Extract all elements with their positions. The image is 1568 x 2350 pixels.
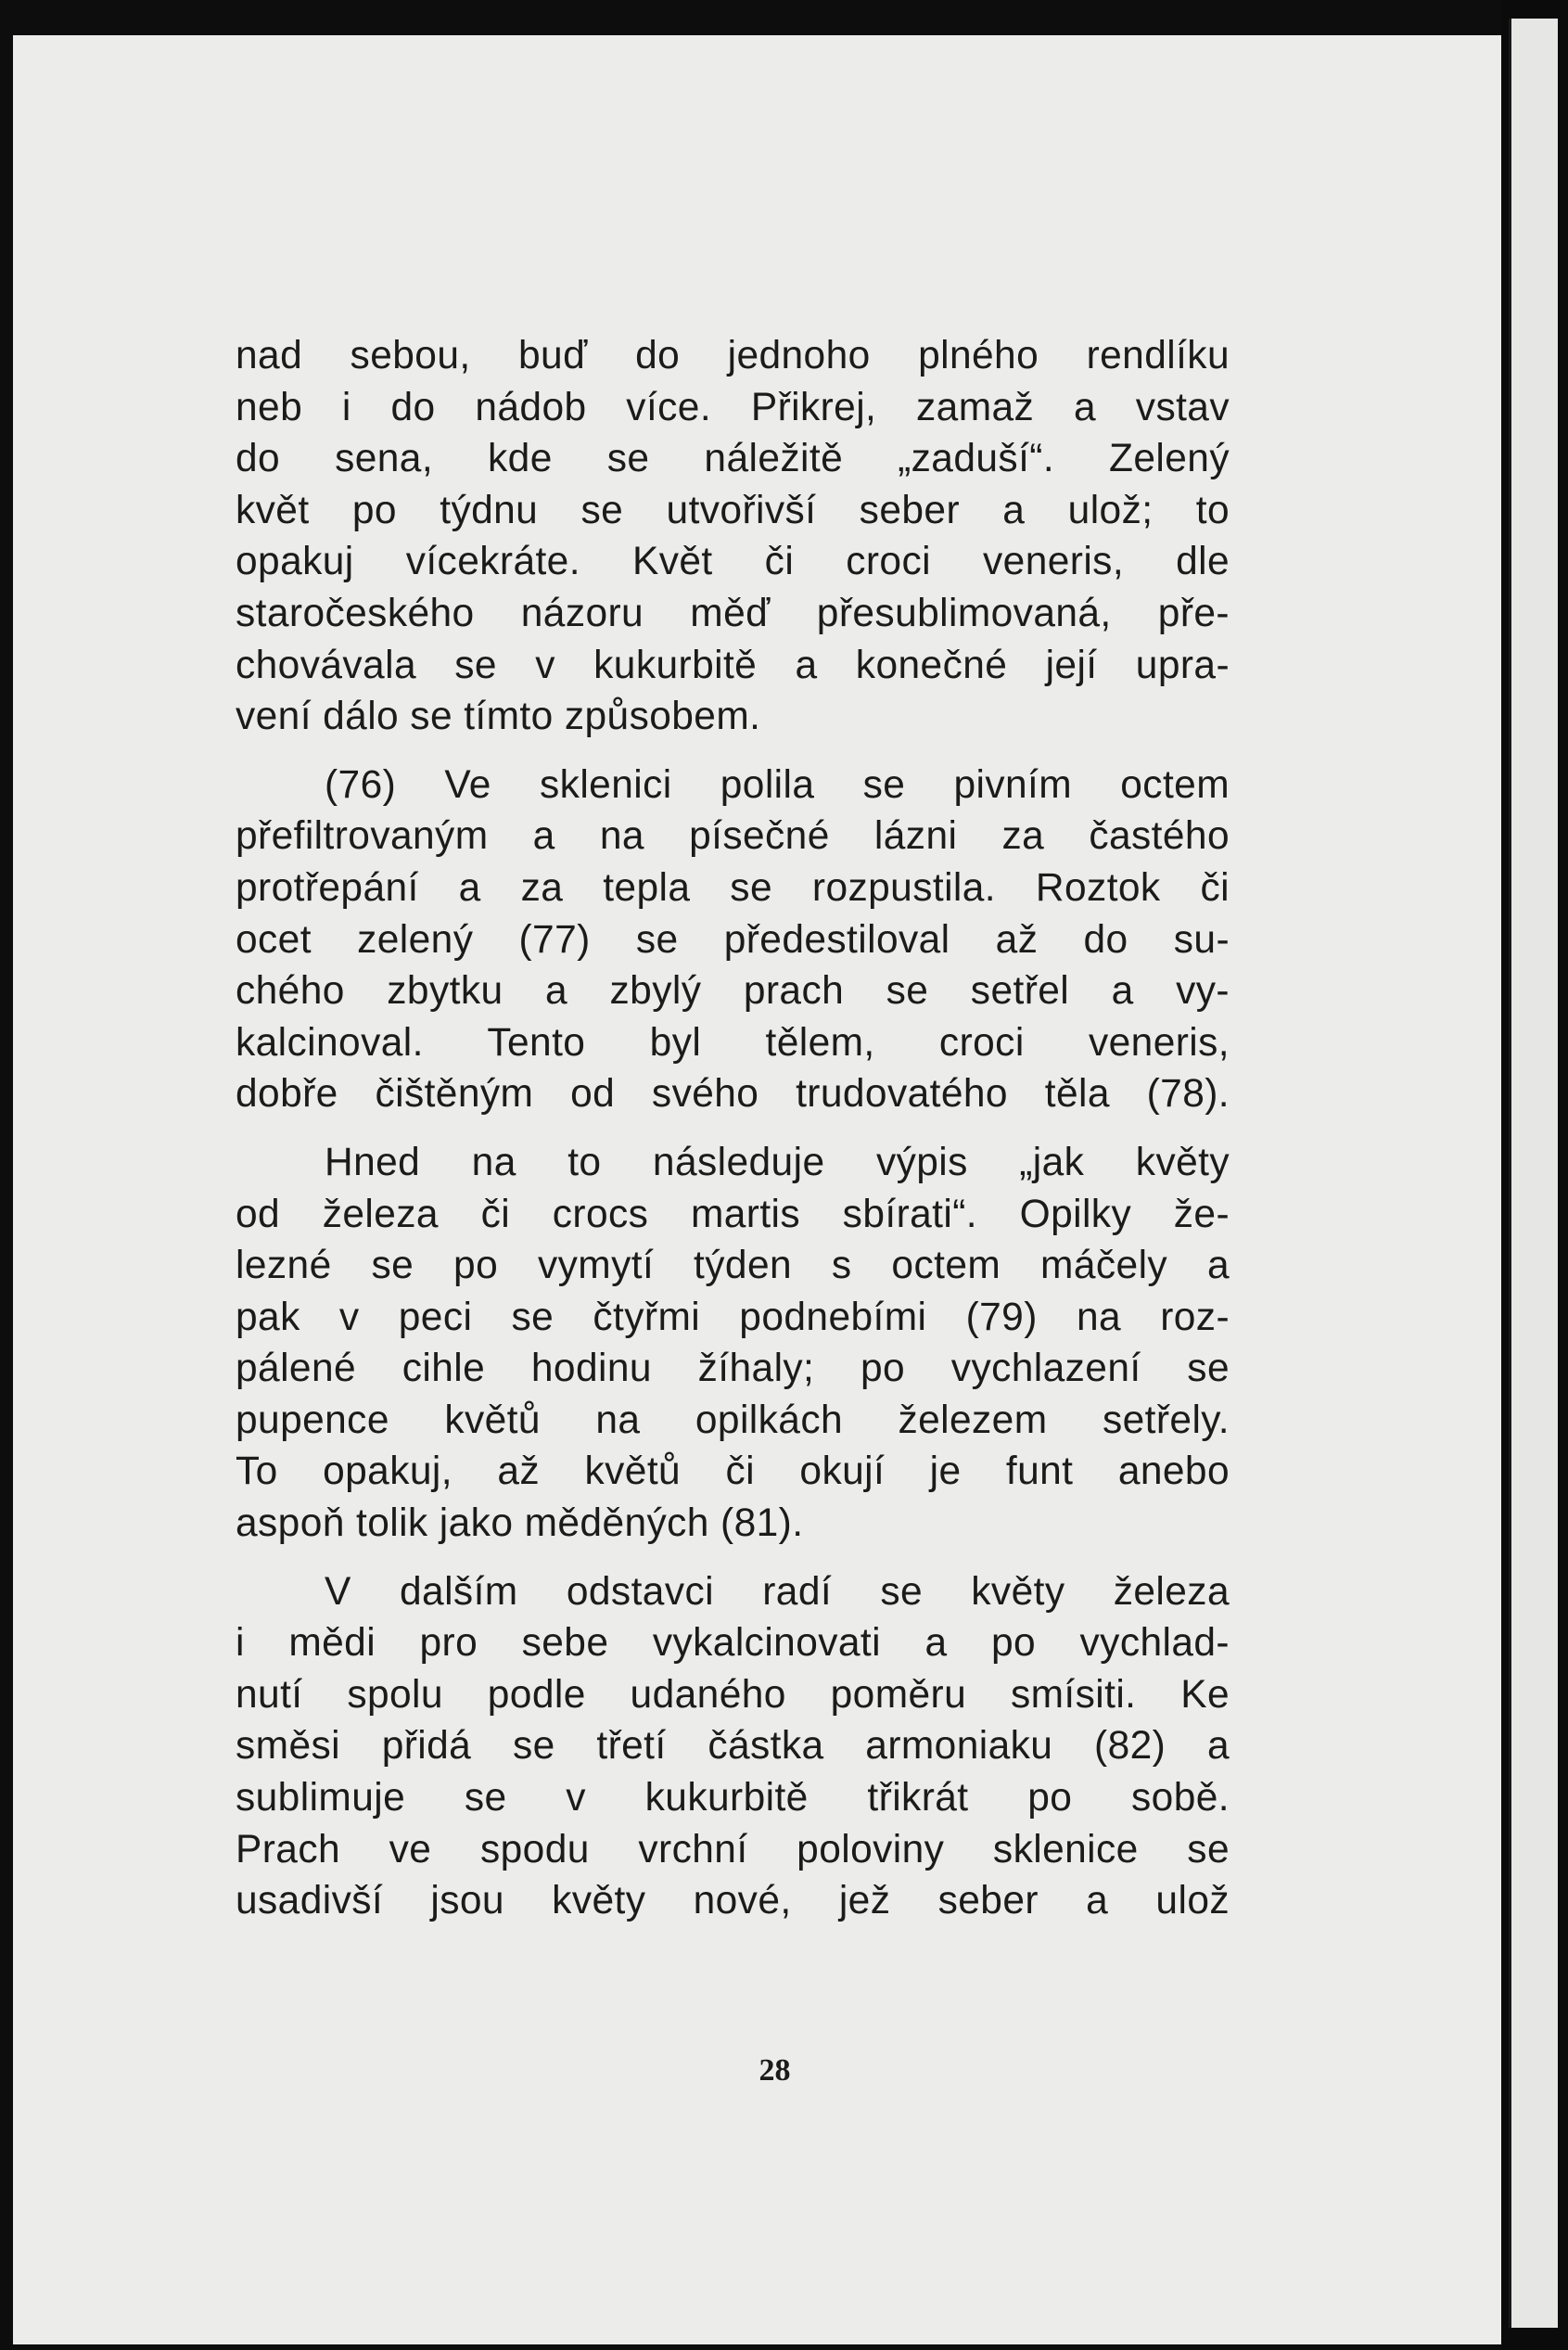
text-line: neb i do nádob více. Přikrej, zamaž a vstav: [236, 385, 1230, 429]
text-line: kalcinoval. Tento byl tělem, croci veneris,: [236, 1020, 1230, 1065]
next-page-edge: [1501, 0, 1568, 2350]
text-line: nad sebou, buď do jednoho plného rendlíku: [236, 334, 1230, 377]
text-line: květ po týdnu se utvořivší seber a ulož; to: [236, 488, 1230, 532]
text-line: lezné se po vymytí týden s octem máčely a: [236, 1244, 1230, 1288]
text-line: chého zbytku a zbylý prach se setřel a vy-: [236, 969, 1230, 1014]
text-line: přefiltrovaným a na písečné lázni za častého: [236, 814, 1230, 859]
text-line: pak v peci se čtyřmi podnebími (79) na roz-: [236, 1295, 1230, 1339]
paragraph-3: [236, 1137, 1230, 1550]
text-line: protřepání a za tepla se rozpustila. Roztok či: [236, 865, 1230, 910]
text-line: směsi přidá se třetí částka armoniaku (82) a: [236, 1724, 1230, 1769]
text-line: od železa či crocs martis sbírati“. Opilky že-: [236, 1192, 1230, 1236]
text-line: nutí spolu podle udaného poměru smísiti. Ke: [236, 1672, 1230, 1717]
text-line: i mědi pro sebe vykalcinovati a po vychlad-: [236, 1621, 1230, 1666]
body-text: [236, 330, 1230, 1944]
text-line: opakuj vícekráte. Květ či croci veneris, dle: [236, 540, 1230, 584]
text-line: To opakuj, až květů či okují je funt anebo: [236, 1450, 1230, 1494]
text-line: chovávala se v kukurbitě a konečné její upra-: [236, 643, 1230, 687]
text-line: (76) Ve sklenici polila se pivním octem: [325, 762, 1230, 807]
paragraph-1: [236, 330, 1230, 743]
paragraph-2: [236, 760, 1230, 1120]
text-line: dobře čištěným od svého trudovatého těla (78).: [236, 1072, 1230, 1117]
text-line: aspoň tolik jako měděných (81).: [236, 1501, 804, 1546]
text-line: pupence květů na opilkách železem setřely.: [236, 1398, 1230, 1442]
text-line: pálené cihle hodinu žíhaly; po vychlazení se: [236, 1347, 1230, 1391]
text-line: do sena, kde se náležitě „zaduší“. Zelený: [236, 437, 1230, 481]
text-line: V dalším odstavci radí se květy železa: [325, 1569, 1230, 1614]
text-line: ocet zelený (77) se předestiloval až do su-: [236, 917, 1230, 962]
book-page: [13, 35, 1501, 2344]
text-line: Prach ve spodu vrchní poloviny sklenice se: [236, 1827, 1230, 1871]
text-line: usadivší jsou květy nové, jež seber a ulož: [236, 1879, 1230, 1923]
text-line: staročeského názoru měď přesublimovaná, pře-: [236, 591, 1230, 635]
page-number: 28: [759, 2053, 791, 2088]
text-line: Hned na to následuje výpis „jak květy: [325, 1140, 1230, 1184]
paragraph-4: [236, 1566, 1230, 1927]
text-line: sublimuje se v kukurbitě třikrát po sobě.: [236, 1776, 1230, 1820]
text-line: vení dálo se tímto způsobem.: [236, 695, 761, 739]
